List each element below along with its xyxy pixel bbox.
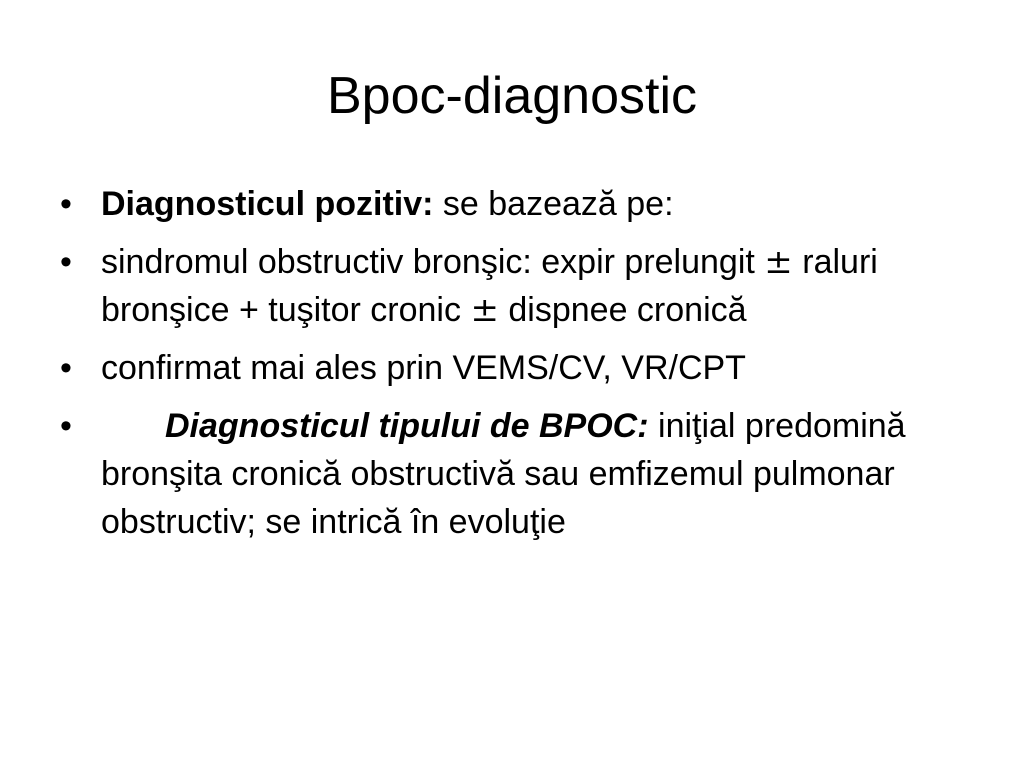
bullet-marker: • xyxy=(60,349,72,387)
bullet-item-obstructive-syndrome xyxy=(60,238,980,334)
bullet-list xyxy=(60,180,980,556)
bullet-item-bpoc-type xyxy=(60,402,980,546)
bullet-text: raluri bronşice + tuşitor cronic xyxy=(101,243,878,329)
bullet-text: sindromul obstructiv bronşic: expir prelungit xyxy=(101,243,765,281)
bullet-text: dispnee cronică xyxy=(498,291,747,329)
plus-minus-symbol: ± xyxy=(764,242,793,282)
bullet-text: confirmat mai ales prin VEMS/CV, VR/CPT xyxy=(101,349,746,387)
bullet-marker: • xyxy=(60,407,72,445)
bullet-strong-text: Diagnosticul tipului de BPOC: xyxy=(165,407,649,445)
bullet-text: iniţial predomină bronşita cronică obstructivă sau emfizemul pulmonar obstructiv; se intrică în evoluţie xyxy=(101,407,906,541)
bullet-item-diagnostic-positive xyxy=(60,180,980,228)
bullet-strong-text: Diagnosticul pozitiv: xyxy=(101,185,434,223)
bullet-marker: • xyxy=(60,185,72,223)
bullet-marker: • xyxy=(60,243,72,281)
bullet-text: se bazează pe: xyxy=(433,185,674,223)
plus-minus-symbol: ± xyxy=(470,290,499,330)
slide-title: Bpoc-diagnostic xyxy=(327,67,697,125)
bullet-item-confirmation xyxy=(60,344,980,392)
